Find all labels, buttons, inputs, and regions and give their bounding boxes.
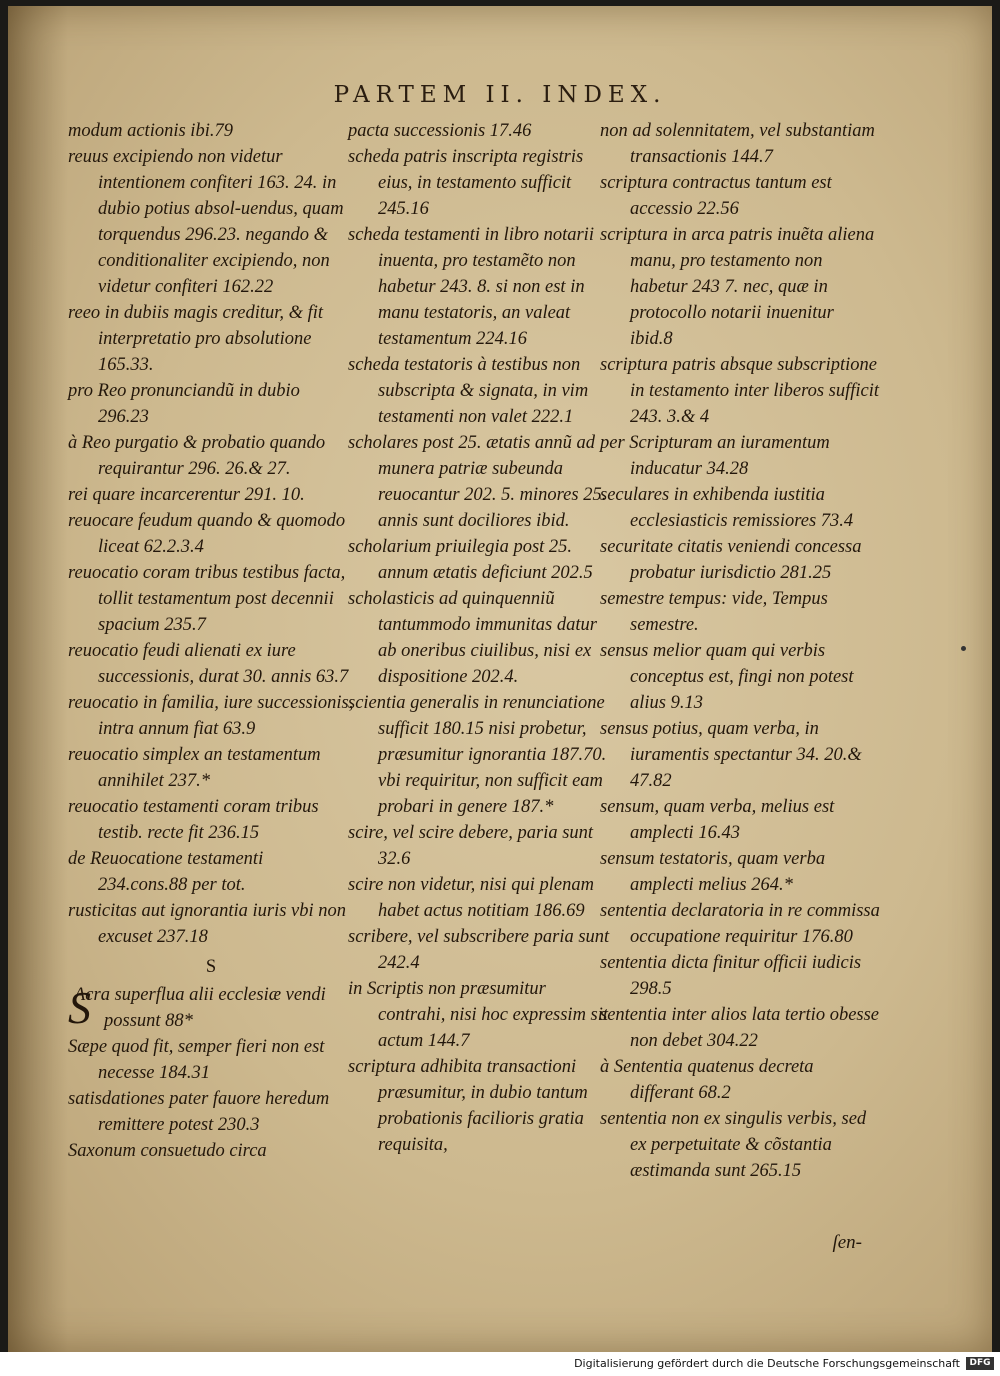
- index-entry: sententia inter alios lata tertio obesse non debet 304.22: [600, 1005, 880, 1051]
- index-entry: à Reo purgatio & probatio quando requirantur 296. 26.& 27.: [68, 433, 326, 479]
- index-entry: scheda testamenti in libro notarii inuenta, pro testamẽto non habetur 243. 8. si non est in manu testatoris, an valeat testamentum 224.16: [348, 225, 594, 349]
- index-entry: reuocatio in familia, iure successionis, intra annum fiat 63.9: [68, 693, 354, 739]
- index-entry: reuocatio feudi alienati ex iure successionis, durat 30. annis 63.7: [68, 641, 349, 687]
- index-entry: reuocatio testamenti coram tribus testib. recte fit 236.15: [68, 797, 319, 843]
- dfg-logo: DFG: [966, 1357, 994, 1370]
- index-entry: sententia non ex singulis verbis, sed ex perpetuitate & cõstantia æstimanda sunt 265.15: [600, 1109, 867, 1181]
- digitization-footer: [0, 1352, 1000, 1376]
- ink-speck: [961, 646, 966, 651]
- index-column-1: [68, 118, 354, 1164]
- index-entry: reuus excipiendo non videtur intentionem confiteri 163. 24. in dubio potius absol-uendus, quam torquendus 296.23. negando & conditionaliter excipiendo, non videtur confiteri 162.22: [68, 147, 344, 297]
- index-entry: sensum, quam verba, melius est amplecti 16.43: [600, 797, 835, 843]
- index-entry: scire, vel scire debere, paria sunt 32.6: [348, 823, 594, 869]
- index-column-2: [348, 118, 616, 1158]
- index-entry: reuocatio coram tribus testibus facta, tollit testamentum post decennii spacium 235.7: [68, 563, 346, 635]
- index-entry: sententia declaratoria in re commissa occupatione requiritur 176.80: [600, 901, 880, 947]
- section-letter: S: [205, 957, 217, 977]
- index-entry: reuocare feudum quando & quomodo liceat 62.2.3.4: [68, 511, 346, 557]
- index-entry: scheda patris inscripta registris eius, in testamento sufficit 245.16: [348, 147, 584, 219]
- index-entry: scriptura adhibita transactioni præsumitur, in dubio tantum probationis facilioris gratia requisita,: [348, 1057, 588, 1155]
- index-entry: pacta successionis 17.46: [348, 121, 532, 141]
- index-entry: reeo in dubiis magis creditur, & fit interpretatio pro absolutione 165.33.: [68, 303, 324, 375]
- footer-credit: Digitalisierung gefördert durch die Deutsche Forschungsgemeinschaft: [574, 1357, 960, 1370]
- index-entry: sensus melior quam qui verbis conceptus est, fingi non potest alius 9.13: [600, 641, 854, 713]
- index-entry: scheda testatoris à testibus non subscripta & signata, in vim testamenti non valet 222.1: [348, 355, 589, 427]
- index-entry: satisdationes pater fauore heredum remittere potest 230.3: [68, 1089, 330, 1135]
- index-entry: sensum testatoris, quam verba amplecti melius 264.*: [600, 849, 826, 895]
- index-entry: reuocatio simplex an testamentum annihilet 237.*: [68, 745, 321, 791]
- page-header: PARTEM II. INDEX.: [333, 82, 667, 108]
- index-entry: de Reuocatione testamenti 234.cons.88 per tot.: [68, 849, 264, 895]
- index-entry-text: Acra superflua alii ecclesiæ vendi possunt 88*: [74, 985, 326, 1031]
- index-entry: seculares in exhibenda iustitia ecclesiasticis remissiores 73.4: [600, 485, 854, 531]
- index-entry: scholasticis ad quinquenniũ tantummodo immunitas datur ab oneribus ciuilibus, nisi ex dispositione 202.4.: [348, 589, 597, 687]
- catchword: ſen-: [832, 1232, 862, 1253]
- index-entry-dropcap: S Acra superflua alii ecclesiæ vendi possunt 88*: [68, 982, 326, 1033]
- index-entry: pro Reo pronunciandũ in dubio 296.23: [68, 381, 300, 427]
- index-entry: modum actionis ibi.79: [68, 121, 233, 141]
- index-entry: Saxonum consuetudo circa: [68, 1141, 267, 1161]
- index-entry: rei quare incarcerentur 291. 10.: [68, 485, 305, 505]
- index-entry: scientia generalis in renunciatione sufficit 180.15 nisi probetur, præsumitur ignorantia 187.70. vbi requiritur, non sufficit eam probari in genere 187.*: [348, 693, 607, 817]
- index-entry: scribere, vel subscribere paria sunt 242.4: [348, 927, 610, 973]
- index-entry: Sæpe quod fit, semper fieri non est necesse 184.31: [68, 1037, 325, 1083]
- index-entry: rusticitas aut ignorantia iuris vbi non excuset 237.18: [68, 901, 347, 947]
- index-entry: in Scriptis non præsumitur contrahi, nisi hoc expressim sit actum 144.7: [348, 979, 609, 1051]
- index-entry: scire non videtur, nisi qui plenam habet actus notitiam 186.69: [348, 875, 594, 921]
- index-entry: sententia dicta finitur officii iudicis 298.5: [600, 953, 862, 999]
- index-entry: scriptura patris absque subscriptione in testamento inter liberos sufficit 243. 3.& 4: [600, 355, 880, 427]
- index-entry: scholarium priuilegia post 25. annum ætatis deficiunt 202.5: [348, 537, 593, 583]
- index-entry: scriptura in arca patris inuẽta aliena manu, pro testamento non habetur 243 7. nec, quæ in protocollo notarii inuenitur ibid.8: [600, 225, 875, 349]
- index-entry: scholares post 25. ætatis annũ ad munera patriæ subeunda reuocantur 202. 5. minores 25. annis sunt dociliores ibid.: [348, 433, 607, 531]
- index-entry: sensus potius, quam verba, in iuramentis spectantur 34. 20.& 47.82: [600, 719, 862, 791]
- book-page: [8, 6, 992, 1352]
- index-entry: semestre tempus: vide, Tempus semestre.: [600, 589, 828, 635]
- index-entry: securitate citatis veniendi concessa probatur iurisdictio 281.25: [600, 537, 862, 583]
- index-entry: scriptura contractus tantum est accessio 22.56: [600, 173, 832, 219]
- index-entry: non ad solennitatem, vel substantiam transactionis 144.7: [600, 121, 875, 167]
- index-entry: per Scripturam an iuramentum inducatur 34.28: [600, 433, 830, 479]
- index-column-3: [600, 118, 880, 1184]
- index-entry: à Sententia quatenus decreta differant 68.2: [600, 1057, 814, 1103]
